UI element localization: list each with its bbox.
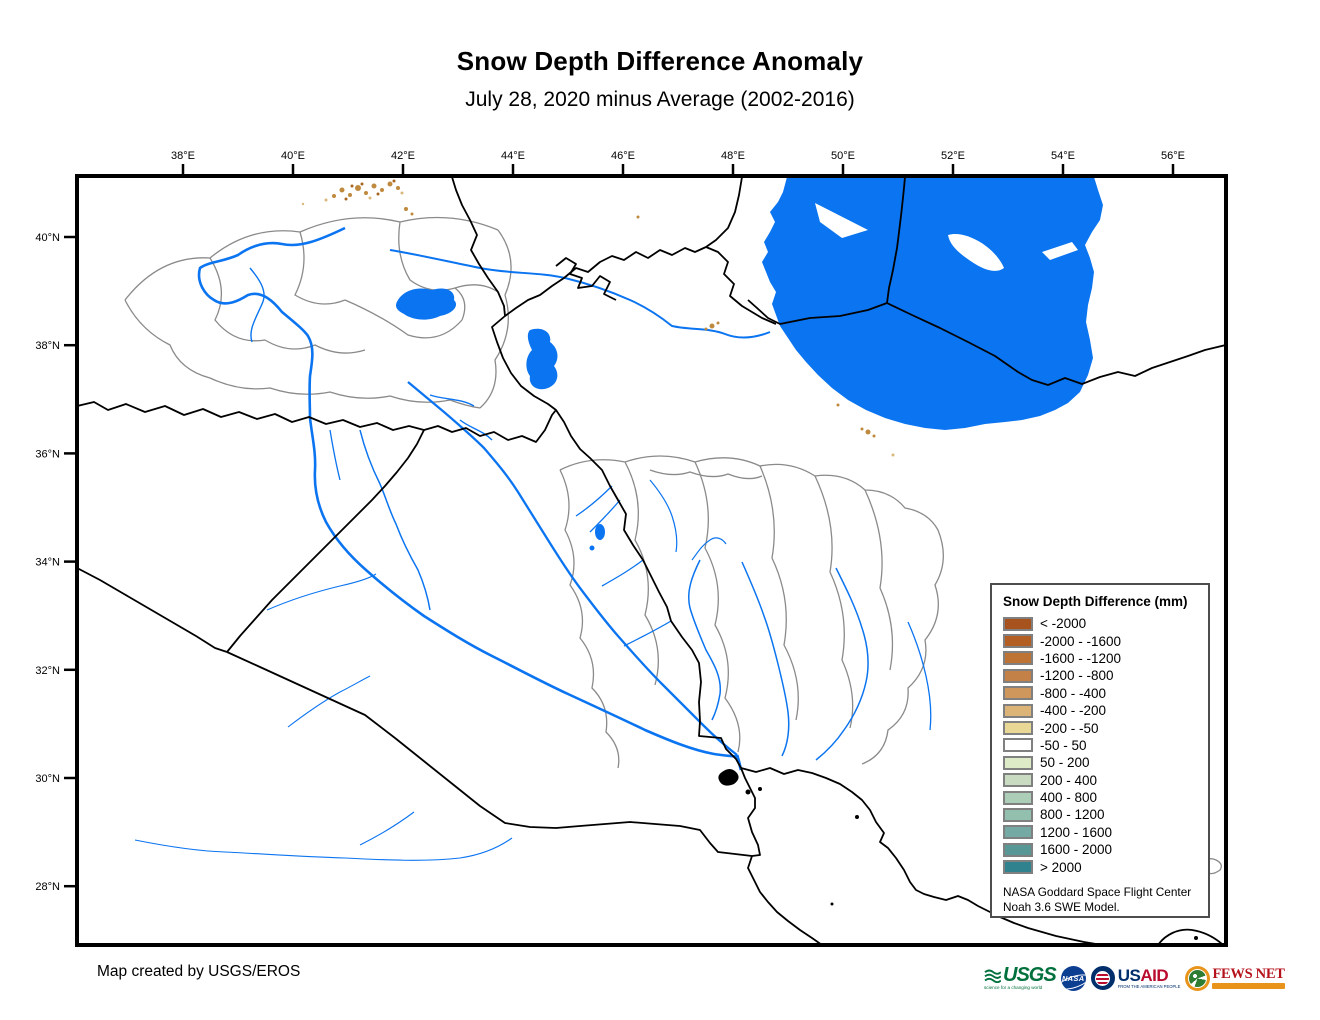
axis-tick-label: 34°N (35, 556, 60, 569)
legend-entry-label: -200 - -50 (1040, 720, 1099, 736)
legend-entry (1003, 772, 1208, 789)
axis-tick-label: 40°E (281, 150, 305, 162)
logo-row (984, 958, 1285, 998)
legend-entry-label: -800 - -400 (1040, 685, 1107, 701)
nasa-logo (1061, 966, 1086, 991)
legend-entry (1003, 858, 1208, 875)
axis-tick-label: 56°E (1161, 150, 1185, 162)
axis-tick-label: 42°E (391, 150, 415, 162)
legend-swatch (1003, 738, 1033, 752)
legend-entries (1003, 615, 1208, 876)
legend-entry-label: -2000 - -1600 (1040, 633, 1122, 649)
legend-entry-label: -400 - -200 (1040, 703, 1107, 719)
legend-entry-label: 50 - 200 (1040, 755, 1090, 771)
legend-entry (1003, 806, 1208, 823)
legend-entry-label: 400 - 800 (1040, 790, 1098, 806)
legend-swatch (1003, 843, 1033, 857)
legend-title: Snow Depth Difference (mm) (1003, 594, 1188, 609)
legend-entry-label: 200 - 400 (1040, 772, 1098, 788)
legend-swatch (1003, 686, 1033, 700)
axis-tick-label: 28°N (35, 881, 60, 894)
axis-tick-label: 54°E (1051, 150, 1075, 162)
usaid-name-aid: AID (1140, 965, 1169, 985)
legend-swatch (1003, 617, 1033, 631)
legend-entry-label: 1200 - 1600 (1040, 824, 1113, 840)
legend-swatch (1003, 808, 1033, 822)
axis-tick-label: 36°N (35, 448, 60, 461)
axis-tick-label: 30°N (35, 773, 60, 785)
legend-entry-label: -1600 - -1200 (1040, 650, 1122, 666)
legend-entry (1003, 789, 1208, 806)
legend-entry (1003, 667, 1208, 684)
legend-entry (1003, 719, 1208, 736)
map-credit: Map created by USGS/EROS (97, 963, 301, 980)
legend-note (1003, 885, 1208, 916)
legend-entry (1003, 632, 1208, 649)
usaid-tagline: FROM THE AMERICAN PEOPLE (1117, 984, 1181, 990)
legend-note-line2: Noah 3.6 SWE Model. (1003, 900, 1120, 915)
legend-entry-label: -50 - 50 (1040, 737, 1087, 753)
page-title: Snow Depth Difference Anomaly (456, 46, 864, 76)
axis-tick-label: 48°E (721, 150, 745, 162)
legend-entry (1003, 737, 1208, 754)
legend-entry-label: 800 - 1200 (1040, 807, 1105, 823)
fewsnet-name: FEWS NET (1212, 966, 1285, 982)
legend-entry-label: > 2000 (1040, 859, 1082, 875)
fewsnet-logo (1185, 966, 1284, 991)
legend-entry (1003, 685, 1208, 702)
legend-swatch (1003, 634, 1033, 648)
legend-note-line1: NASA Goddard Space Flight Center (1003, 884, 1192, 899)
legend-swatch (1003, 651, 1033, 665)
page-subtitle: July 28, 2020 minus Average (2002-2016) (465, 88, 855, 111)
legend (990, 583, 1210, 918)
legend-entry (1003, 702, 1208, 719)
legend-swatch (1003, 669, 1033, 683)
usaid-seal-icon (1091, 966, 1115, 990)
fewsnet-banner (1212, 983, 1284, 989)
axis-tick-label: 38°N (35, 340, 60, 353)
longitude-axis (171, 150, 1185, 176)
lake-tharthar (595, 524, 605, 540)
latitude-axis (35, 232, 77, 893)
legend-entry (1003, 615, 1208, 632)
usgs-logo (984, 965, 1056, 991)
legend-swatch (1003, 721, 1033, 735)
usgs-tagline: science for a changing world (984, 985, 1043, 991)
fewsnet-globe-icon (1185, 966, 1210, 991)
usgs-wave-icon (984, 968, 1001, 983)
legend-entry (1003, 754, 1208, 771)
legend-entry (1003, 841, 1208, 858)
usaid-logo (1091, 966, 1181, 990)
legend-entry (1003, 824, 1208, 841)
axis-tick-label: 52°E (941, 150, 965, 162)
axis-tick-label: 38°E (171, 150, 195, 162)
axis-tick-label: 40°N (35, 232, 60, 244)
usaid-name-us: US (1117, 965, 1141, 985)
legend-entry-label: < -2000 (1040, 616, 1087, 632)
legend-swatch (1003, 825, 1033, 839)
legend-swatch (1003, 860, 1033, 874)
legend-swatch (1003, 704, 1033, 718)
legend-swatch (1003, 791, 1033, 805)
usgs-name: USGS (1003, 964, 1056, 987)
legend-entry (1003, 650, 1208, 667)
axis-tick-label: 44°E (501, 150, 525, 162)
legend-entry-label: 1600 - 2000 (1040, 842, 1113, 858)
legend-swatch (1003, 756, 1033, 770)
axis-tick-label: 46°E (611, 150, 635, 162)
axis-tick-label: 50°E (831, 150, 855, 162)
nasa-name: NASA (1061, 973, 1085, 983)
axis-tick-label: 32°N (35, 664, 60, 677)
legend-entry-label: -1200 - -800 (1040, 668, 1114, 684)
legend-swatch (1003, 773, 1033, 787)
